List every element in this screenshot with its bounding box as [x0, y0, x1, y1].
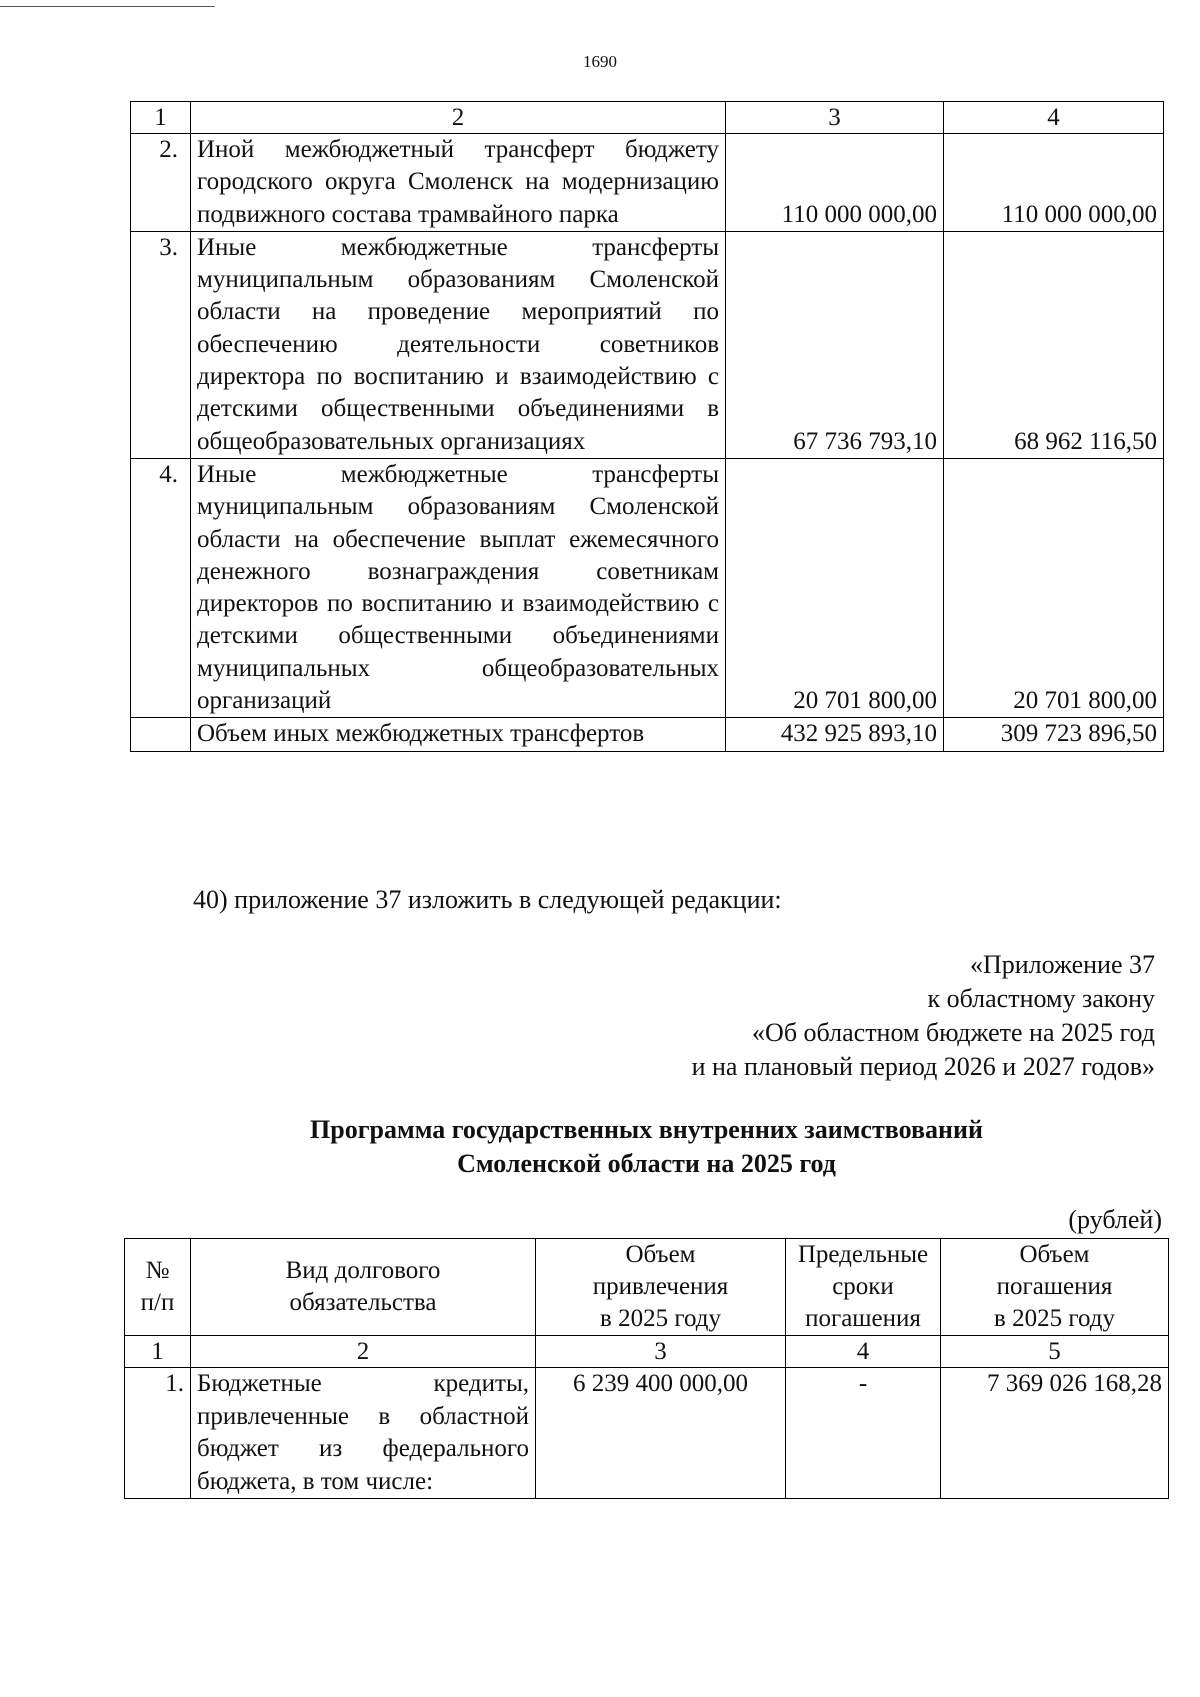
total-label: Объем иных межбюджетных трансфертов	[191, 718, 726, 751]
column-number: 2	[191, 1336, 536, 1368]
annex-line: «Об областном бюджете на 2025 год	[752, 1018, 1155, 1047]
transfers-table	[130, 101, 1164, 752]
amount-2026: 67 736 793,10	[726, 231, 944, 458]
top-rule	[0, 6, 215, 7]
header-debt-type: Вид долгового обязательства	[191, 1239, 536, 1336]
table-row	[131, 458, 1164, 717]
row-number: 2.	[131, 134, 191, 232]
amount-2027: 20 701 800,00	[944, 458, 1164, 717]
header-cell: 4	[944, 102, 1164, 134]
header-number: № п/п	[125, 1239, 191, 1336]
annex-line: «Приложение 37	[969, 950, 1155, 979]
table-row	[131, 231, 1164, 458]
annex-line: и на плановый период 2026 и 2027 годов»	[691, 1052, 1155, 1081]
table-header-row	[131, 102, 1164, 134]
amount-2026: 110 000 000,00	[726, 134, 944, 232]
header-cell: 1	[131, 102, 191, 134]
table-header-row	[125, 1239, 1169, 1336]
amount-2027: 68 962 116,50	[944, 231, 1164, 458]
header-cell: 2	[191, 102, 726, 134]
program-title-line: Смоленской области на 2025 год	[457, 1149, 836, 1178]
column-number-row	[125, 1336, 1169, 1368]
total-2026: 432 925 893,10	[726, 718, 944, 751]
row-description: Бюджетные кредиты, привлеченные в областной бюджет из федерального бюджета, в том числе:	[191, 1368, 536, 1499]
table-row	[125, 1368, 1169, 1499]
row-number: 1.	[125, 1368, 191, 1499]
annex-heading	[692, 948, 1155, 1084]
page-number: 1690	[583, 52, 617, 71]
program-title-line: Программа государственных внутренних заимствований	[310, 1115, 983, 1144]
row-number: 3.	[131, 231, 191, 458]
amount-2026: 20 701 800,00	[726, 458, 944, 717]
amendment-clause: 40) приложение 37 изложить в следующей редакции:	[193, 885, 782, 914]
amount-2027: 110 000 000,00	[944, 134, 1164, 232]
program-title	[130, 1113, 1163, 1181]
table-row	[131, 134, 1164, 232]
row-description: Иные межбюджетные трансферты муниципальным образованиям Смоленской области на обеспечение выплат ежемесячного денежного вознаграждения советникам директоров по воспитанию и взаимодействию с детскими общественными объединениями муниципальных общеобразовательных организаций	[191, 458, 726, 717]
repayment-term: -	[786, 1368, 941, 1499]
total-row	[131, 718, 1164, 751]
header-attraction: Объем привлечения в 2025 году	[536, 1239, 786, 1336]
total-2027: 309 723 896,50	[944, 718, 1164, 751]
repayment-amount: 7 369 026 168,28	[941, 1368, 1169, 1499]
header-terms: Предельные сроки погашения	[786, 1239, 941, 1336]
row-number: 4.	[131, 458, 191, 717]
unit-label: (рублей)	[1068, 1205, 1162, 1234]
empty-cell	[131, 718, 191, 751]
column-number: 5	[941, 1336, 1169, 1368]
attraction-amount: 6 239 400 000,00	[536, 1368, 786, 1499]
column-number: 4	[786, 1336, 941, 1368]
borrowing-table	[124, 1238, 1169, 1499]
header-repayment: Объем погашения в 2025 году	[941, 1239, 1169, 1336]
row-description: Иной межбюджетный трансферт бюджету городского округа Смоленск на модернизацию подвижного состава трамвайного парка	[191, 134, 726, 232]
header-cell: 3	[726, 102, 944, 134]
column-number: 1	[125, 1336, 191, 1368]
column-number: 3	[536, 1336, 786, 1368]
annex-line: к областному закону	[927, 984, 1155, 1013]
row-description: Иные межбюджетные трансферты муниципальным образованиям Смоленской области на проведение мероприятий по обеспечению деятельности советников директора по воспитанию и взаимодействию с детскими общественными объединениями в общеобразовательных организациях	[191, 231, 726, 458]
